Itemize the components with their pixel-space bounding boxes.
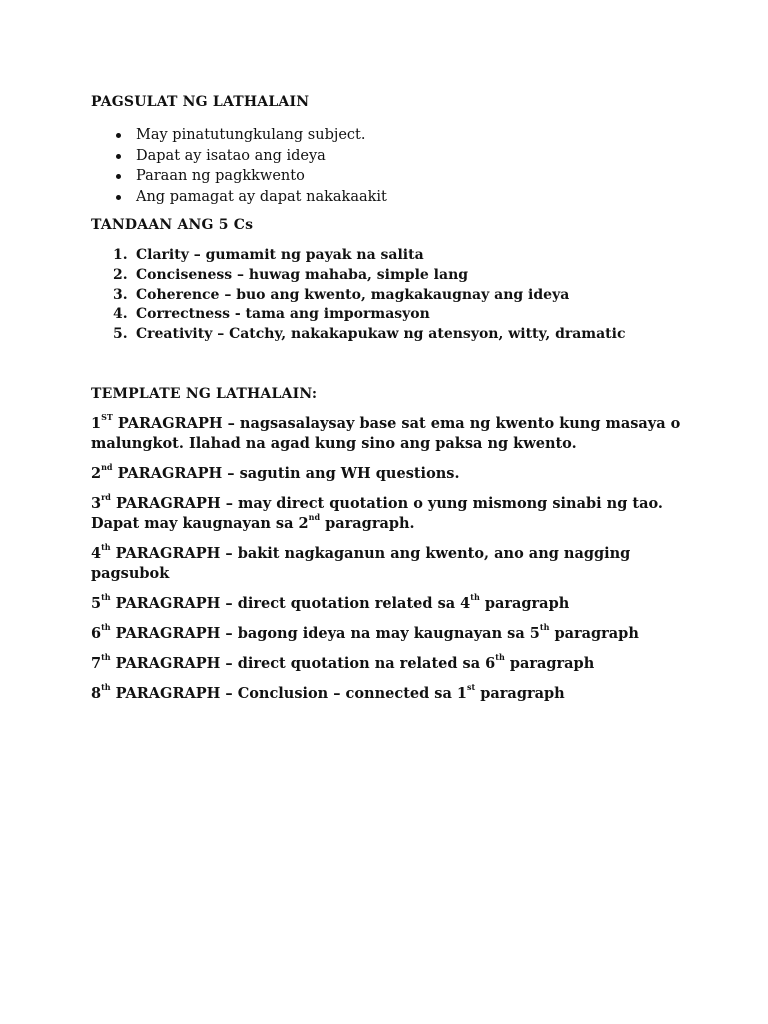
- bullet-text: May pinatutungkulang subject.: [136, 127, 366, 143]
- paragraph-template-list: [91, 414, 691, 714]
- paragraph-line: [91, 544, 691, 584]
- numbered-item: [91, 305, 626, 325]
- item-number: 3.: [113, 286, 128, 303]
- reference-ordinal-suffix: th: [470, 592, 480, 603]
- paragraph-tail: paragraph: [549, 625, 639, 642]
- reference-ordinal-suffix: th: [495, 652, 505, 663]
- paragraph-line: [91, 414, 691, 454]
- bullet-list: [91, 125, 387, 208]
- item-number: 5.: [113, 326, 128, 343]
- paragraph-number: 5: [91, 595, 102, 612]
- paragraph-tail: paragraph: [475, 685, 565, 702]
- paragraph-label: PARAGRAPH – bagong ideya na may kaugnayan sa 5: [110, 625, 540, 642]
- ordinal-suffix: th: [101, 542, 111, 553]
- numbered-item: [91, 246, 626, 266]
- bullet-item: [91, 125, 387, 146]
- paragraph-label: PARAGRAPH – sagutin ang WH questions.: [112, 465, 460, 482]
- paragraph-line: [91, 684, 691, 704]
- paragraph-number: 3: [91, 495, 102, 512]
- section-heading-template: TEMPLATE NG LATHALAIN:: [91, 386, 318, 402]
- section-heading-pagsulat: PAGSULAT NG LATHALAIN: [91, 94, 310, 110]
- bullet-text: Paraan ng pagkkwento: [136, 168, 305, 185]
- bullet-icon: [116, 174, 121, 179]
- ordinal-suffix: th: [101, 622, 111, 633]
- paragraph-tail: paragraph: [504, 655, 595, 672]
- bullet-item: [91, 187, 387, 208]
- paragraph-line: [91, 594, 691, 614]
- numbered-item: [91, 325, 626, 345]
- paragraph-label: PARAGRAPH – bakit nagkaganun ang kwento, ano ang nagging pagsubok: [91, 545, 631, 582]
- paragraph-number: 1: [91, 415, 102, 432]
- paragraph-line: [91, 654, 691, 674]
- reference-ordinal-suffix: nd: [308, 512, 321, 523]
- item-text: Conciseness – huwag mahaba, simple lang: [136, 266, 469, 283]
- ordinal-suffix: ST: [101, 412, 113, 423]
- bullet-text: Ang pamagat ay dapat nakakaakit: [136, 189, 387, 206]
- paragraph-number: 2: [91, 465, 102, 482]
- ordinal-suffix: rd: [101, 492, 111, 503]
- numbered-list: [91, 246, 626, 345]
- item-text: Coherence – buo ang kwento, magkakaugnay ang ideya: [136, 286, 570, 303]
- section-heading-tandaan: TANDAAN ANG 5 Cs: [91, 217, 254, 233]
- bullet-icon: [116, 154, 121, 159]
- bullet-item: [91, 146, 387, 167]
- bullet-icon: [116, 195, 121, 200]
- paragraph-line: [91, 464, 691, 484]
- bullet-text: Dapat ay isatao ang ideya: [136, 147, 326, 164]
- bullet-item: [91, 166, 387, 187]
- paragraph-number: 8: [91, 685, 102, 702]
- paragraph-line: [91, 624, 691, 644]
- numbered-item: [91, 266, 626, 286]
- ordinal-suffix: th: [101, 592, 111, 603]
- paragraph-number: 4: [91, 545, 102, 562]
- paragraph-label: PARAGRAPH – direct quotation na related sa 6: [110, 655, 496, 672]
- paragraph-label: PARAGRAPH – may direct quotation o yung mismong sinabi ng tao. Dapat may kaugnayan sa 2: [91, 495, 663, 532]
- paragraph-number: 7: [91, 655, 102, 672]
- paragraph-label: PARAGRAPH – Conclusion – connected sa 1: [110, 685, 467, 702]
- reference-ordinal-suffix: st: [467, 682, 476, 693]
- item-text: Clarity – gumamit ng payak na salita: [136, 247, 424, 263]
- reference-ordinal-suffix: th: [539, 622, 550, 633]
- item-text: Correctness - tama ang impormasyon: [136, 306, 430, 323]
- paragraph-label: PARAGRAPH – direct quotation related sa 4: [110, 595, 471, 612]
- item-text: Creativity – Catchy, nakakapukaw ng atensyon, witty, dramatic: [136, 326, 626, 343]
- bullet-icon: [116, 133, 121, 138]
- ordinal-suffix: th: [101, 652, 111, 663]
- item-number: 2.: [113, 266, 128, 283]
- numbered-item: [91, 286, 626, 306]
- item-number: 1.: [113, 247, 128, 263]
- paragraph-label: PARAGRAPH – nagsasalaysay base sat ema ng kwento kung masaya o malungkot. Ilahad na agad kung sino ang paksa ng kwento.: [91, 415, 681, 452]
- paragraph-tail: paragraph.: [320, 515, 415, 532]
- paragraph-number: 6: [91, 625, 102, 642]
- ordinal-suffix: th: [101, 682, 111, 693]
- item-number: 4.: [113, 306, 128, 323]
- paragraph-line: [91, 494, 691, 534]
- ordinal-suffix: nd: [101, 462, 113, 473]
- paragraph-tail: paragraph: [479, 595, 570, 612]
